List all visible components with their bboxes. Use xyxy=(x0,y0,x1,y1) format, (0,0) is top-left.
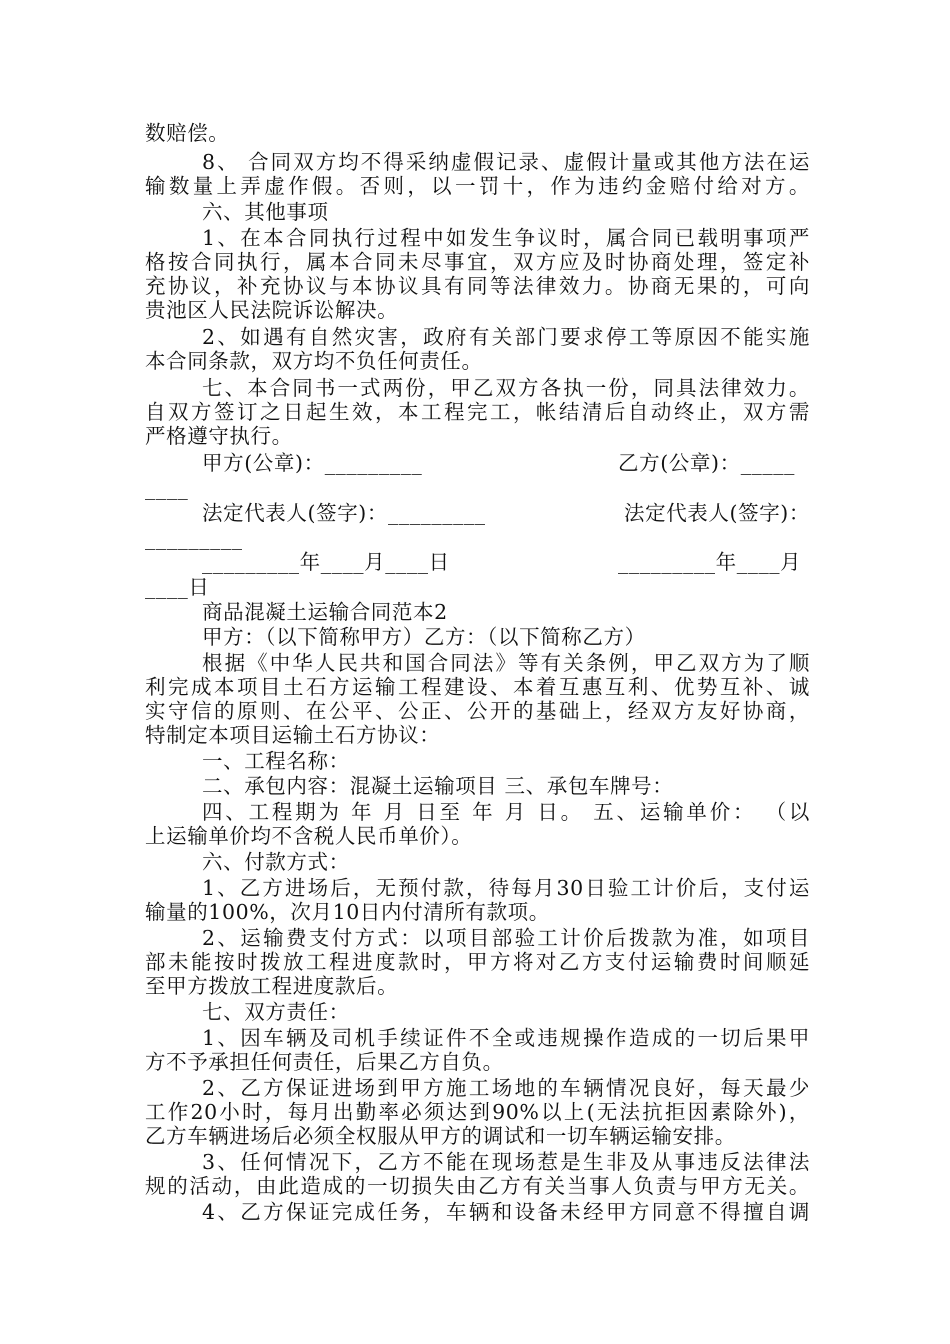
text-line: 至甲方拨放工程进度款后。 xyxy=(145,974,399,998)
party-a-representative: 法定代表人(签字)：_________ xyxy=(202,501,486,525)
text-line: 四、工程期为 年 月 日至 年 月 日。 五、运输单价： （以 xyxy=(202,800,810,824)
text-line: 二、承包内容：混凝土运输项目 三、承包车牌号： xyxy=(202,774,674,798)
text-line: 4、乙方保证完成任务，车辆和设备未经甲方同意不得擅自调 xyxy=(202,1200,810,1224)
text-line: 2、运输费支付方式：以项目部验工计价后拨款为准，如项目 xyxy=(202,926,810,950)
text-line: 规的活动，由此造成的一切损失由乙方有关当事人负责与甲方无关。 xyxy=(145,1174,810,1198)
text-line: 2、如遇有自然灾害，政府有关部门要求停工等原因不能实施 xyxy=(202,325,810,349)
text-line: 格按合同执行，属本合同未尽事宜，双方应及时协商处理，签定补 xyxy=(145,250,810,274)
document-title: 商品混凝土运输合同范本2 xyxy=(202,600,448,624)
section-heading: 六、其他事项 xyxy=(202,200,329,224)
party-a-seal: 甲方(公章)：_________ xyxy=(202,451,423,475)
text-line: 数赔偿。 xyxy=(145,121,230,145)
text-line: 8、 合同双方均不得采纳虚假记录、虚假计量或其他方法在运 xyxy=(202,150,810,174)
party-b-seal-cont: ____ xyxy=(145,476,189,500)
text-line: 上运输单价均不含税人民币单价）。 xyxy=(145,824,473,848)
text-line: 利完成本项目土石方运输工程建设、本着互惠互利、优势互补、诚 xyxy=(145,675,810,699)
text-line: 1、在本合同执行过程中如发生争议时，属合同已载明事项严 xyxy=(202,226,810,250)
party-b-date-cont: ____日 xyxy=(145,575,210,599)
party-b-date: _________年____月 xyxy=(618,550,802,574)
text-line: 乙方车辆进场后必须全权服从甲方的调试和一切车辆运输安排。 xyxy=(145,1124,736,1148)
text-line: 一、工程名称： xyxy=(202,749,350,773)
text-line: 贵池区人民法院诉讼解决。 xyxy=(145,298,399,322)
text-line: 3、任何情况下，乙方不能在现场惹是生非及从事违反法律法 xyxy=(202,1150,810,1174)
party-b-representative-cont: _________ xyxy=(145,526,243,550)
party-a-date: _________年____月____日 xyxy=(202,550,450,574)
text-line: 七、本合同书一式两份，甲乙双方各执一份，同具法律效力。 xyxy=(202,376,810,400)
text-line: 部未能按时拨放工程进度款时，甲方将对乙方支付运输费时间顺延 xyxy=(145,950,810,974)
text-line: 自双方签订之日起生效，本工程完工，帐结清后自动终止，双方需 xyxy=(145,400,810,424)
text-line: 1、因车辆及司机手续证件不全或违规操作造成的一切后果甲 xyxy=(202,1026,810,1050)
text-line: 1、乙方进场后，无预付款，待每月30日验工计价后，支付运 xyxy=(202,876,810,900)
party-b-seal: 乙方(公章)：_____ xyxy=(618,451,795,475)
text-line: 特制定本项目运输土石方协议： xyxy=(145,723,441,747)
text-line: 方不予承担任何责任，后果乙方自负。 xyxy=(145,1050,504,1074)
text-line: 输数量上弄虚作假。否则，以一罚十，作为违约金赔付给对方。 xyxy=(145,174,810,198)
text-line: 甲方：（以下简称甲方）乙方：（以下简称乙方） xyxy=(202,625,646,649)
text-line: 工作20小时，每月出勤率必须达到90%以上(无法抗拒因素除外)， xyxy=(145,1100,810,1124)
section-heading: 六、付款方式： xyxy=(202,850,350,874)
text-line: 严格遵守执行。 xyxy=(145,424,293,448)
text-line: 本合同条款，双方均不负任何责任。 xyxy=(145,349,483,373)
text-line: 实守信的原则、在公平、公正、公开的基础上，经双方友好协商， xyxy=(145,699,810,723)
text-line: 根据《中华人民共和国合同法》等有关条例，甲乙双方为了顺 xyxy=(202,651,810,675)
text-line: 充协议，补充协议与本协议具有同等法律效力。协商无果的，可向 xyxy=(145,274,810,298)
section-heading: 七、双方责任： xyxy=(202,1000,350,1024)
party-b-representative: 法定代表人(签字)： xyxy=(624,501,810,525)
text-line: 2、乙方保证进场到甲方施工场地的车辆情况良好，每天最少 xyxy=(202,1076,810,1100)
text-line: 输量的100%，次月10日内付清所有款项。 xyxy=(145,900,550,924)
